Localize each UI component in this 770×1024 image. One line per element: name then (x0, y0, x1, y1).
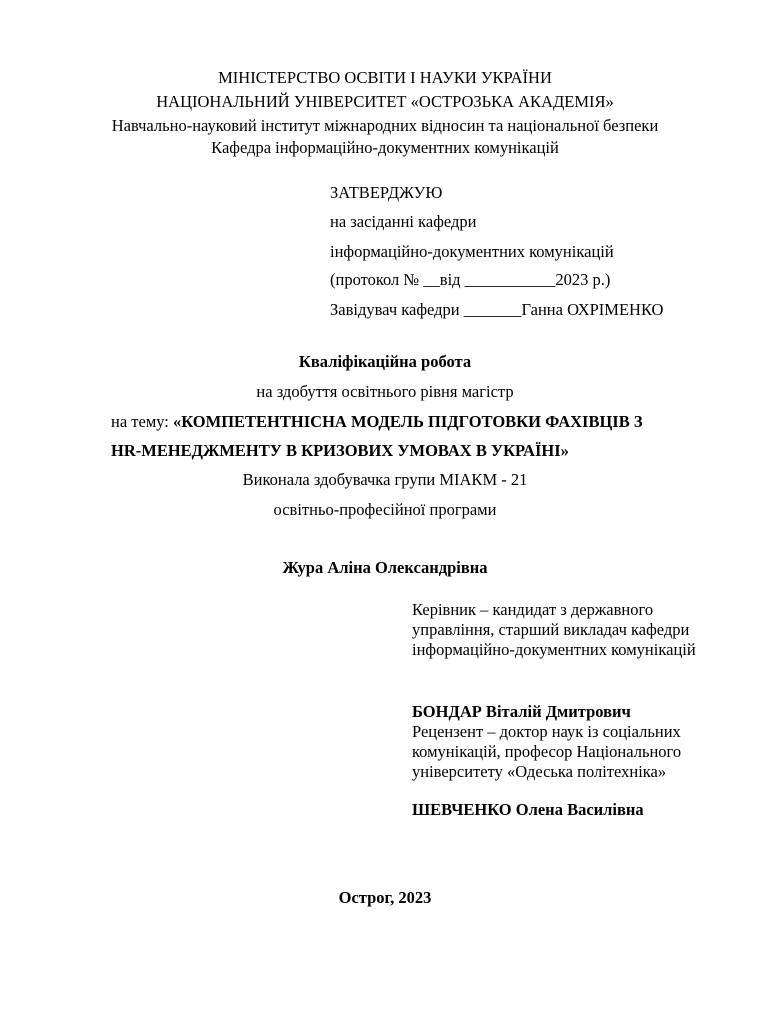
reviewer-line-2: комунікацій, професор Національного (412, 742, 682, 761)
reviewer-line-1: Рецензент – доктор наук із соціальних (412, 722, 681, 741)
reviewer-name: ШЕВЧЕНКО Олена Василівна (412, 800, 644, 819)
institute-title: Навчально-науковий інститут міжнародних відносин та національної безпеки (111, 116, 659, 135)
supervisor-line-1: Керівник – кандидат з державного (412, 600, 654, 619)
place-and-year: Острог, 2023 (338, 888, 432, 907)
ministry-title: МІНІСТЕРСТВО ОСВІТИ І НАУКИ УКРАЇНИ (218, 68, 552, 87)
program: освітньо-професійної програми (273, 500, 497, 519)
work-degree: на здобуття освітнього рівня магістр (256, 382, 514, 401)
approval-protocol: (протокол № __від ___________2023 р.) (330, 270, 611, 289)
reviewer-line-3: університету «Одеська політехніка» (412, 762, 667, 781)
approval-head-of-department: Завідувач кафедри _______Ганна ОХРІМЕНКО (330, 300, 664, 319)
approval-line-1: на засіданні кафедри (330, 212, 477, 231)
approval-line-2: інформаційно-документних комунікацій (330, 242, 614, 261)
department-title: Кафедра інформаційно-документних комунікацій (211, 138, 559, 157)
work-type: Кваліфікаційна робота (298, 352, 472, 371)
work-topic-line-2: HR-МЕНЕДЖМЕНТУ В КРИЗОВИХ УМОВАХ В УКРАЇНІ» (111, 441, 569, 460)
topic-prefix: на тему: (111, 412, 173, 431)
topic-title-part-1: «КОМПЕТЕНТНІСНА МОДЕЛЬ ПІДГОТОВКИ ФАХІВЦІВ З (173, 412, 643, 431)
work-topic-line-1 (111, 412, 643, 432)
supervisor-name: БОНДАР Віталій Дмитрович (412, 702, 631, 721)
university-title: НАЦІОНАЛЬНИЙ УНІВЕРСИТЕТ «ОСТРОЗЬКА АКАДЕМІЯ» (156, 92, 614, 111)
author-name: Жура Аліна Олександрівна (282, 558, 488, 577)
supervisor-line-2: управління, старший викладач кафедри (412, 620, 690, 639)
supervisor-line-3: інформаційно-документних комунікацій (412, 640, 696, 659)
performed-by: Виконала здобувачка групи МІАКМ - 21 (242, 470, 528, 489)
approval-title: ЗАТВЕРДЖУЮ (330, 183, 443, 202)
